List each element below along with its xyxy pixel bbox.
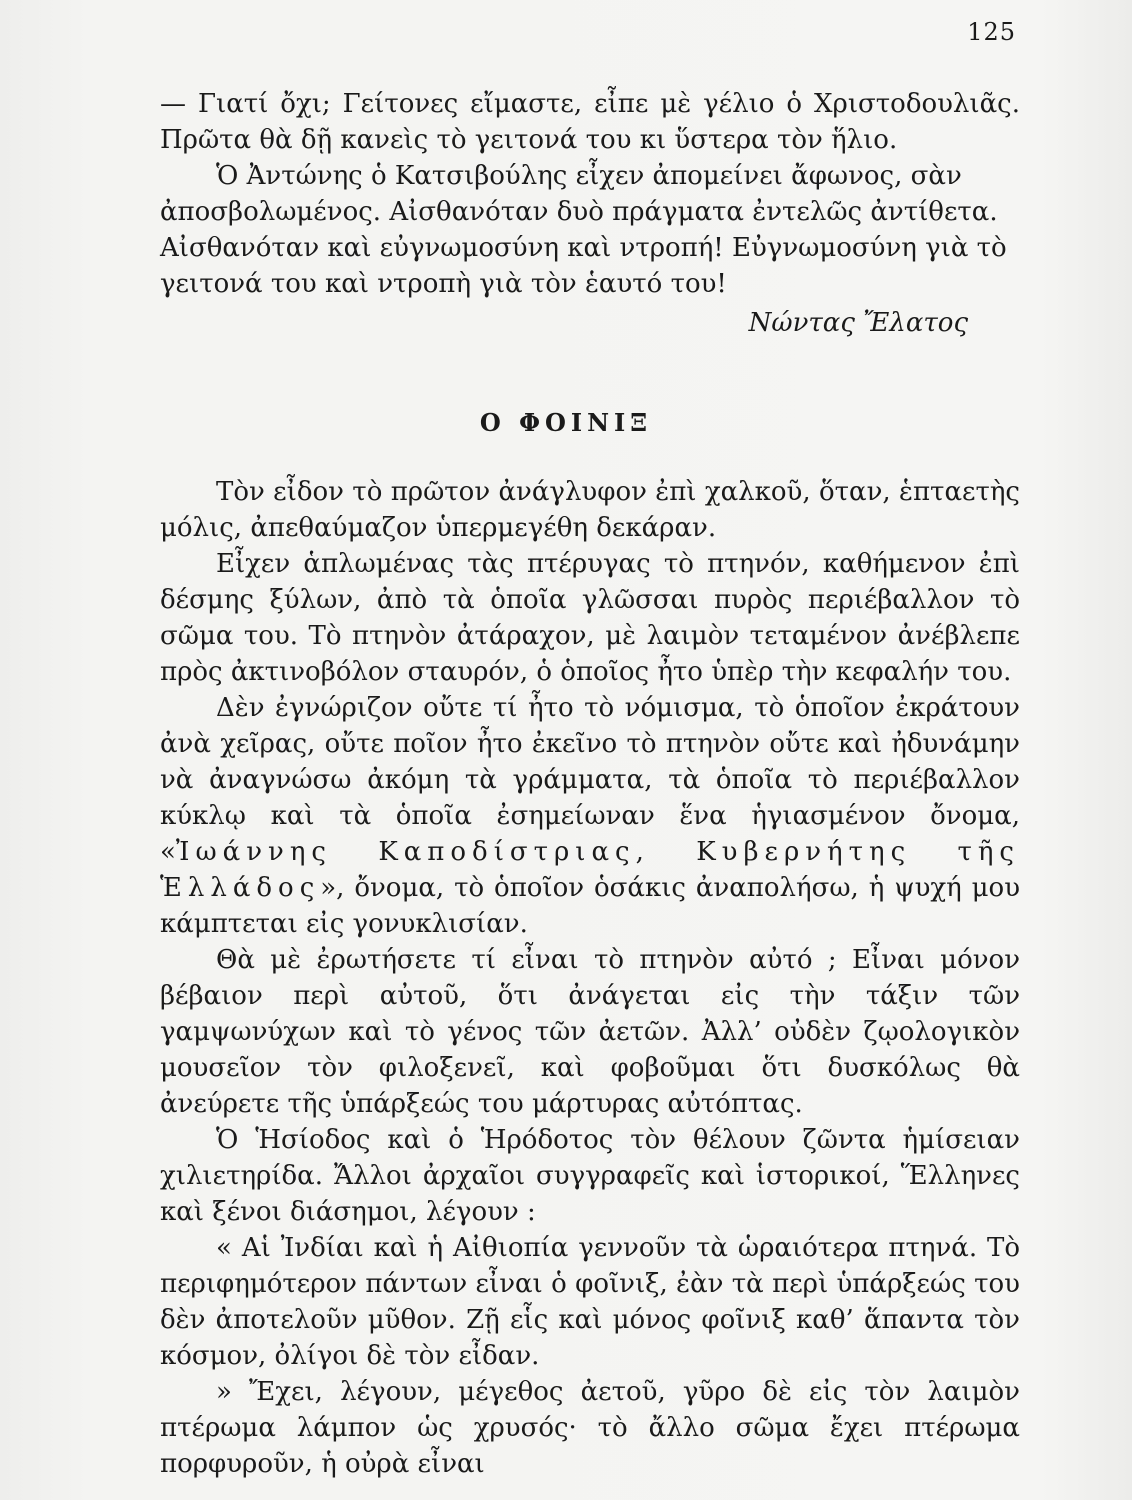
coin-text-after: », ὄνομα, τὸ ὁποῖον ὁσάκις ἀναπολήσω, ἡ ψυχή μου κάμπτεται εἰς γονυκλισίαν. — [160, 873, 1020, 939]
intro-paragraph-2: Ὁ Ἀντώνης ὁ Κατσιβούλης εἶχεν ἀπομείνει ἄφωνος, σὰν ἀποσβολωμένος. Αἰσθανόταν δυὸ πράγματα ἐντελῶς ἀντίθετα. Αἰσθανόταν καὶ εὐγνωμοσύνη καὶ ντροπή! Εὐγνωμοσύνη γιὰ τὸ γειτονά του καὶ ντροπὴ γιὰ τὸν ἑαυτό του! — [160, 161, 1007, 299]
intro-text — [160, 86, 1020, 302]
body-paragraph-7: » Ἔχει, λέγουν, μέγεθος ἀετοῦ, γῦρο δὲ εἰς τὸν λαιμὸν πτέρωμα λάμπον ὡς χρυσός· τὸ ἄλλο σῶμα ἔχει πτέρωμα πορφυροῦν, ἡ οὐρὰ εἶναι — [160, 1377, 1020, 1479]
coin-inscription: Ἰωάννης Καποδίστριας, Κυβερνήτης τῆς Ἑλλάδος — [160, 837, 1020, 903]
body-paragraph-6: « Αἱ Ἰνδίαι καὶ ἡ Αἰθιοπία γεννοῦν τὰ ὡραιότερα πτηνά. Τὸ περιφημότερον πάντων εἶναι ὁ φοῖνιξ, ἐὰν τὰ περὶ ὑπάρξεώς του δὲν ἀποτελοῦν μῦθον. Ζῇ εἷς καὶ μόνος φοῖνιξ καθ’ ἅπαντα τὸν κόσμον, ὀλίγοι δὲ τὸν εἶδαν. — [160, 1233, 1020, 1371]
body-paragraph-4: Θὰ μὲ ἐρωτήσετε τί εἶναι τὸ πτηνὸν αὐτό ; Εἶναι μόνον βέβαιον περὶ αὐτοῦ, ὅτι ἀνάγεται εἰς τὴν τάξιν τῶν γαμψωνύχων καὶ τὸ γένος τῶν ἀετῶν. Ἀλλ’ οὐδὲν ζῳολογικὸν μουσεῖον τὸν φιλοξενεῖ, καὶ φοβοῦμαι ὅτι δυσκόλως θὰ ἀνεύρετε τῆς ὑπάρξεώς του μάρτυρας αὐτόπτας. — [160, 945, 1020, 1119]
body-paragraph-coin — [160, 690, 1020, 942]
body-paragraph-5: Ὁ Ἡσίοδος καὶ ὁ Ἡρόδοτος τὸν θέλουν ζῶντα ἡμίσειαν χιλιετηρίδα. Ἄλλοι ἀρχαῖοι συγγραφεῖς καὶ ἱστορικοί, Ἕλληνες καὶ ξένοι διάσημοι, λέγουν : — [160, 1125, 1020, 1227]
coin-text-before: Δὲν ἐγνώριζον οὔτε τί ἦτο τὸ νόμισμα, τὸ ὁποῖον ἐκράτουν ἀνὰ χεῖρας, οὔτε ποῖον ἦτο ἐκεῖνο τὸ πτηνὸν οὔτε καὶ ἠδυνάμην νὰ ἀναγνώσω ἀκόμη τὰ γράμματα, τὰ ὁποῖα τὸ περιέβαλλον κύκλῳ καὶ τὰ ὁποῖα ἐσημείωναν ἕνα ἡγιασμένον ὄνομα, « — [160, 693, 1020, 867]
body-paragraph-2: Εἶχεν ἁπλωμένας τὰς πτέρυγας τὸ πτηνόν, καθήμενον ἐπὶ δέσμης ξύλων, ἀπὸ τὰ ὁποῖα γλῶσσαι πυρὸς περιέβαλλον τὸ σῶμα του. Τὸ πτηνὸν ἀτάραχον, μὲ λαιμὸν τεταμένον ἀνέβλεπε πρὸς ἀκτινοβόλον σταυρόν, ὁ ὁποῖος ἦτο ὑπὲρ τὴν κεφαλήν του. — [160, 549, 1020, 687]
page-number: 125 — [967, 18, 1016, 46]
body-paragraph-1: Τὸν εἶδον τὸ πρῶτον ἀνάγλυφον ἐπὶ χαλκοῦ, ὅταν, ἑπταετὴς μόλις, ἀπεθαύμαζον ὑπερμεγέθη δεκάραν. — [160, 477, 1020, 543]
author-signature: Νώντας Ἔλατος — [748, 308, 968, 338]
main-text — [160, 474, 1020, 1482]
section-title: Ο ΦΟΙΝΙΞ — [479, 408, 653, 437]
intro-paragraph-1: — Γιατί ὄχι; Γείτονες εἴμαστε, εἶπε μὲ γέλιο ὁ Χριστοδουλιᾶς. Πρῶτα θὰ δῇ κανεὶς τὸ γειτονά του κι ὕστερα τὸν ἥλιο. — [160, 89, 1020, 155]
